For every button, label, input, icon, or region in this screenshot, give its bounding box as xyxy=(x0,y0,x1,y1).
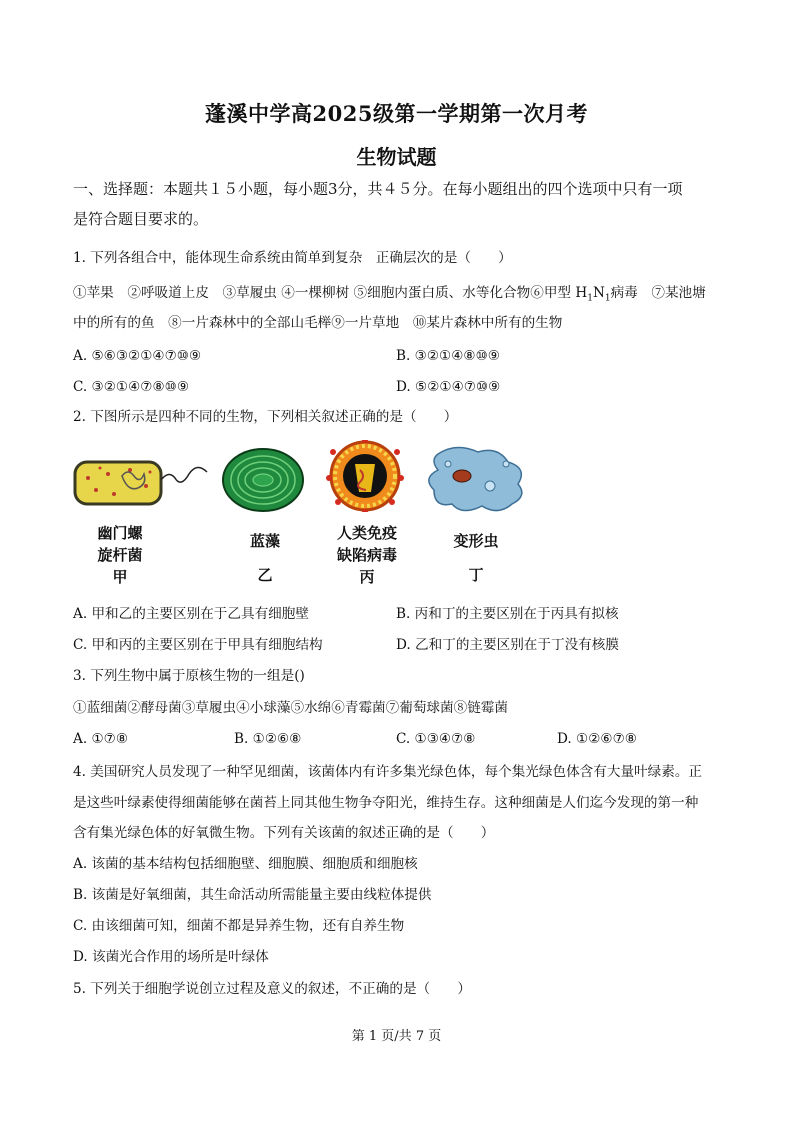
page-number: 第 1 页/共 7 页 xyxy=(351,1029,442,1044)
label-organism-yi: 蓝藻 乙 xyxy=(249,532,280,584)
label-organism-ding: 变形虫 丁 xyxy=(453,532,499,584)
q5-stem: 5. 下列关于细胞学说创立过程及意义的叙述，不正确的是（ ） xyxy=(73,981,471,997)
q3-option-a: A. ①⑦⑧ xyxy=(73,731,129,747)
label-organism-bing: 人类免疫 缺陷病毒 丙 xyxy=(336,524,397,586)
q4-stem-line1: 4. 美国研究人员发现了一种罕见细菌，该菌体内有许多集光绿色体，每个集光绿色体含有大量叶绿素。正 xyxy=(73,764,703,780)
q1-option-c: C. ③②①④⑦⑧⑩⑨ xyxy=(73,379,190,395)
label-organism-jia: 幽门螺 旋杆菌 甲 xyxy=(97,524,143,586)
q1-stem: 1. 下列各组合中，能体现生命系统由简单到复杂 正确层次的是（ ） xyxy=(73,250,512,266)
q1-option-a: A. ⑤⑥③②①④⑦⑩⑨ xyxy=(73,348,202,364)
helicobacter-illustration xyxy=(75,462,207,504)
q4-option-d: D. 该菌光合作用的场所是叶绿体 xyxy=(73,949,269,965)
q2-option-d: D. 乙和丁的主要区别在于丁没有核膜 xyxy=(396,637,619,653)
exam-subtitle: 生物试题 xyxy=(356,145,437,169)
q4-stem-line3: 含有集光绿色体的好氧微生物。下列有关该菌的叙述正确的是（ ） xyxy=(73,825,495,841)
q4-option-c: C. 由该细菌可知，细菌不都是异养生物，还有自养生物 xyxy=(73,918,405,934)
q3-option-b: B. ①②⑥⑧ xyxy=(234,731,302,747)
section-heading-line2: 是符合题目要求的。 xyxy=(73,210,209,228)
q1-option-b: B. ③②①④⑧⑩⑨ xyxy=(396,348,500,364)
section-heading-line1: 一、选择题：本题共１５小题，每小题3分，共４５分。在每小题组出的四个选项中只有一项 xyxy=(73,180,683,198)
q3-stem: 3. 下列生物中属于原核生物的一组是() xyxy=(73,668,305,684)
q3-option-c: C. ①③④⑦⑧ xyxy=(396,731,476,747)
q2-option-b: B. 丙和丁的主要区别在于丙具有拟核 xyxy=(396,606,619,622)
q4-option-b: B. 该菌是好氧细菌，其生命活动所需能量主要由线粒体提供 xyxy=(73,887,432,903)
hiv-illustration xyxy=(326,440,404,512)
organism-illustrations xyxy=(70,440,530,512)
amoeba-illustration xyxy=(429,447,522,510)
q1-items-line1: ①苹果 ②呼吸道上皮 ③草履虫 ④一棵柳树 ⑤细胞内蛋白质、水等化合物⑥甲型 $H_1N_1$病毒 ⑦某池塘 xyxy=(73,285,706,304)
q4-option-a: A. 该菌的基本结构包括细胞壁、细胞膜、细胞质和细胞核 xyxy=(73,856,418,872)
q1-items-line2: 中的所有的鱼 ⑧一片森林中的全部山毛榉⑨一片草地 ⑩某片森林中所有的生物 xyxy=(73,315,563,331)
q4-stem-line2: 是这些叶绿素使得细菌能够在菌苔上同其他生物争夺阳光，维持生存。这种细菌是人们迄今发现的第一种 xyxy=(73,795,699,811)
q2-option-a: A. 甲和乙的主要区别在于乙具有细胞壁 xyxy=(73,606,309,622)
q3-items: ①蓝细菌②酵母菌③草履虫④小球藻⑤水绵⑥青霉菌⑦葡萄球菌⑧链霉菌 xyxy=(73,700,508,716)
q3-option-d: D. ①②⑥⑦⑧ xyxy=(557,731,637,747)
q1-option-d: D. ⑤②①④⑦⑩⑨ xyxy=(396,379,501,395)
q2-option-c: C. 甲和丙的主要区别在于甲具有细胞结构 xyxy=(73,637,323,653)
q2-stem: 2. 下图所示是四种不同的生物，下列相关叙述正确的是（ ） xyxy=(73,409,458,425)
exam-title: 蓬溪中学高2025级第一学期第一次月考 xyxy=(205,101,588,126)
q2-organisms-figure xyxy=(70,440,530,590)
blue-algae-illustration xyxy=(223,449,303,511)
